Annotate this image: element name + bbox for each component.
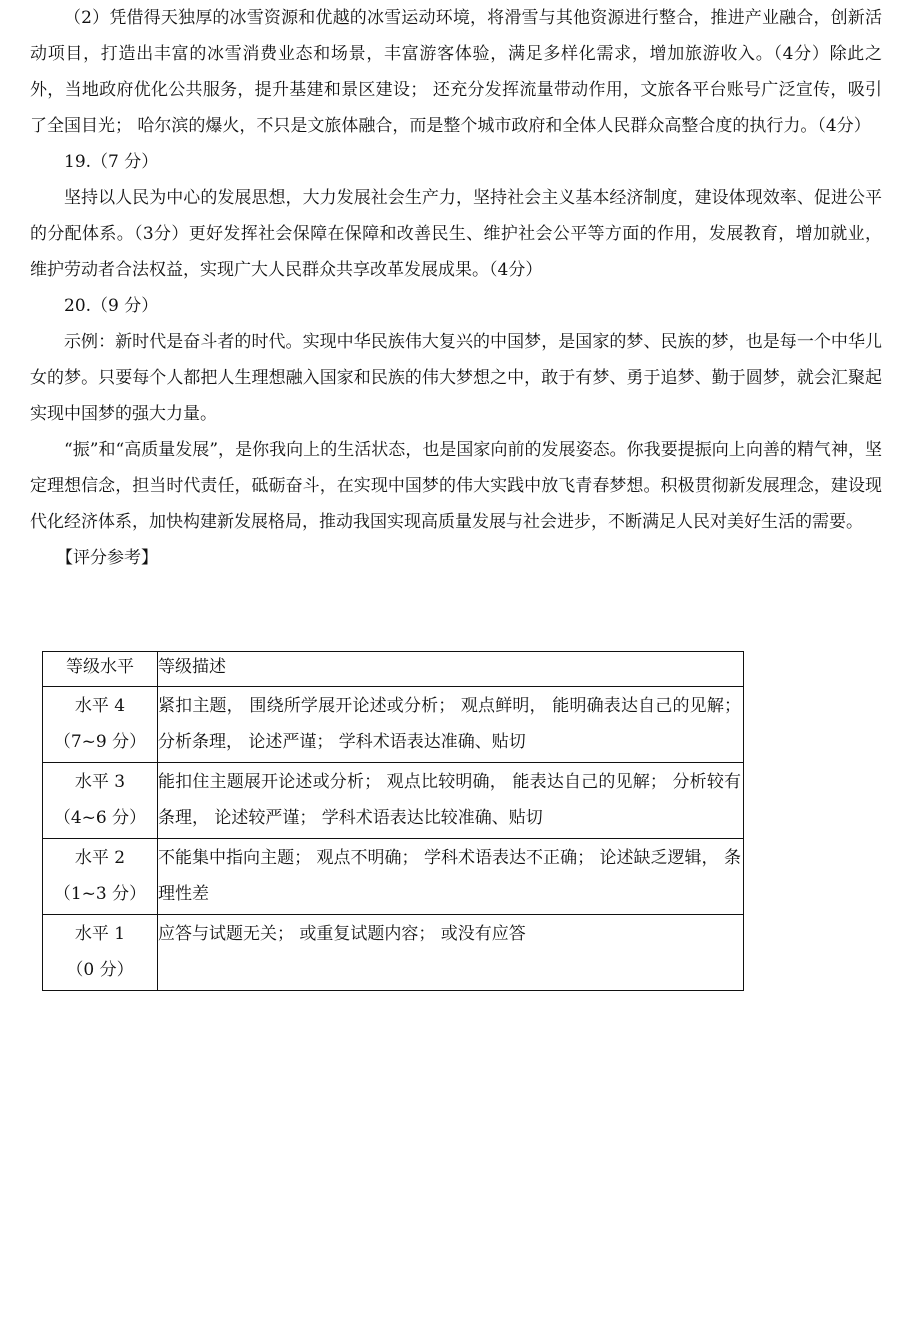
rubric-level-label: 水平 2: [74, 848, 126, 868]
rubric-row-level4: [43, 687, 744, 763]
rubric-level-score: （1~3 分）: [53, 884, 147, 904]
rubric-level-desc: 不能集中指向主题； 观点不明确； 学科术语表达不正确； 论述缺乏逻辑， 条理性差: [158, 839, 744, 915]
rubric-row-level2: [43, 839, 744, 915]
q20-example-paragraph: 示例：新时代是奋斗者的时代。实现中华民族伟大复兴的中国梦，是国家的梦、民族的梦，也是每一个中华儿女的梦。只要每个人都把人生理想融入国家和民族的伟大梦想之中，敢于有梦、勇于追梦、勤于圆梦，就会汇聚起实现中国梦的强大力量。: [30, 332, 882, 424]
q18-part2-answer: （2）凭借得天独厚的冰雪资源和优越的冰雪运动环境，将滑雪与其他资源进行整合，推进产业融合，创新活动项目，打造出丰富的冰雪消费业态和场景，丰富游客体验，满足多样化需求，增加旅游收入。（4分）除此之外，当地政府优化公共服务，提升基建和景区建设； 还充分发挥流量带动作用，文旅各平台账号广泛宣传，吸引了全国目光； 哈尔滨的爆火，不只是文旅体融合，而是整个城市政府和全体人民群众高整合度的执行力。（4分）: [30, 8, 882, 136]
q19-answer: 坚持以人民为中心的发展思想，大力发展社会生产力，坚持社会主义基本经济制度，建设体现效率、促进公平的分配体系。（3分）更好发挥社会保障在保障和改善民生、维护社会公平等方面的作用，发展教育，增加就业，维护劳动者合法权益，实现广大人民群众共享改革发展成果。（4分）: [30, 188, 882, 280]
rubric-header-desc: 等级描述: [158, 652, 744, 687]
rubric-level-desc: 紧扣主题， 围绕所学展开论述或分析； 观点鲜明， 能明确表达自己的见解； 分析条理， 论述严谨； 学科术语表达准确、贴切: [158, 687, 744, 763]
rubric-title: 【评分参考】: [56, 548, 158, 568]
q19-heading: 19.（7 分）: [64, 152, 159, 172]
rubric-level-score: （7~9 分）: [53, 732, 147, 752]
rubric-header-row: [43, 652, 744, 687]
rubric-level-label: 水平 1: [74, 924, 126, 944]
q20-second-paragraph: “振”和“高质量发展”，是你我向上的生活状态，也是国家向前的发展姿态。你我要提振向上向善的精气神，坚定理想信念，担当时代责任，砥砺奋斗，在实现中国梦的伟大实践中放飞青春梦想。积极贯彻新发展理念，建设现代化经济体系，加快构建新发展格局，推动我国实现高质量发展与社会进步，不断满足人民对美好生活的需要。: [30, 440, 882, 532]
rubric-header-level: 等级水平: [43, 652, 158, 687]
rubric-table: [42, 651, 744, 991]
rubric-level-score: （4~6 分）: [53, 808, 147, 828]
rubric-level-label: 水平 3: [74, 772, 126, 792]
q20-heading: 20.（9 分）: [64, 296, 159, 316]
rubric-level-desc: 应答与试题无关； 或重复试题内容； 或没有应答: [158, 915, 744, 991]
rubric-level-cell: [43, 839, 158, 915]
rubric-row-level3: [43, 763, 744, 839]
rubric-row-level1: [43, 915, 744, 991]
rubric-level-desc: 能扣住主题展开论述或分析； 观点比较明确， 能表达自己的见解； 分析较有条理， 论述较严谨； 学科术语表达比较准确、贴切: [158, 763, 744, 839]
answer-content: [30, 0, 882, 576]
rubric-level-cell: [43, 763, 158, 839]
rubric-level-score: （0 分）: [66, 960, 134, 980]
rubric-level-cell: [43, 687, 158, 763]
rubric-level-label: 水平 4: [74, 696, 126, 716]
rubric-level-cell: [43, 915, 158, 991]
